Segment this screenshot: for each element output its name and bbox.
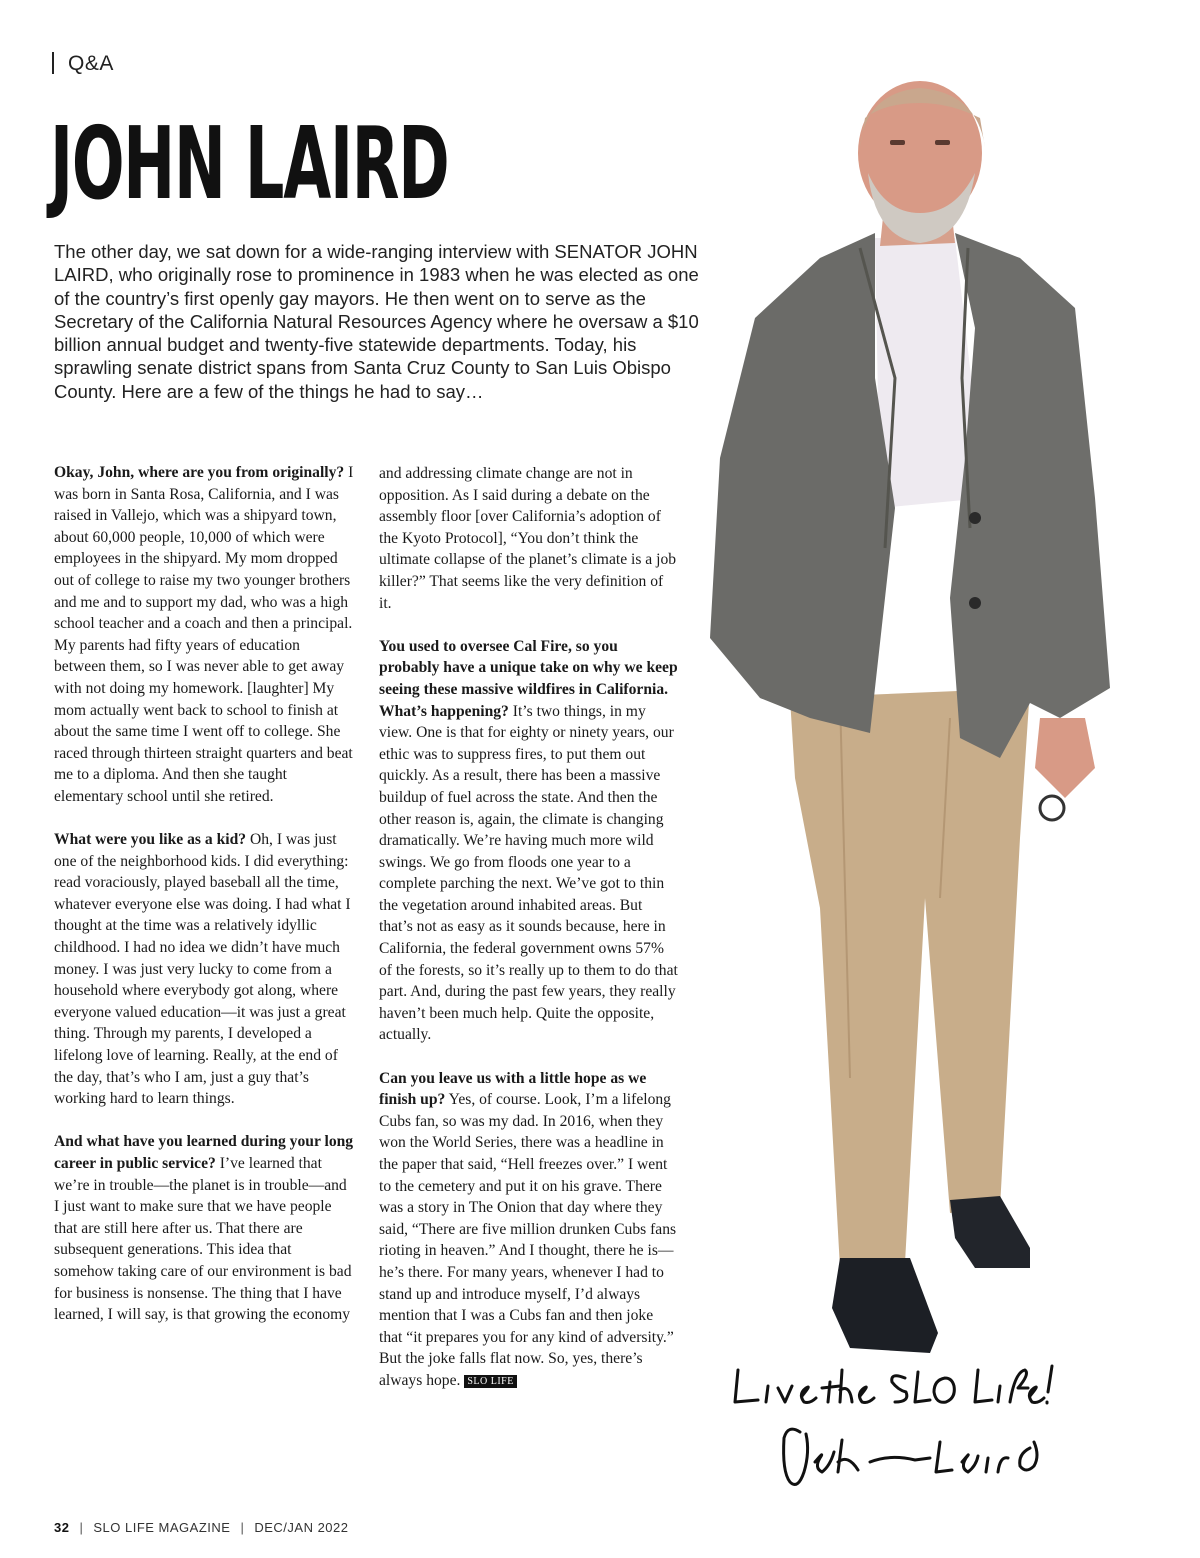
answer: Oh, I was just one of the neighborhood kids. I did everything: read voraciously, played baseball all the time, whatever everyone else was doing. I had what I thought at the time was a relatively idyllic childhood. I had no idea we didn’t have much money. I was just very lucky to come from a household where everybody got along, where everyone valued education—it was just a great thing. Through my parents, I developed a lifelong love of learning. Really, at the end of the day, that’s who I am, just a guy that’s working hard to learn things. xyxy=(54,831,351,1108)
question: And what have you learned during your long career in public service? xyxy=(54,1133,354,1172)
page-title: JOHN LAIRD xyxy=(50,105,449,222)
answer: I’ve learned that we’re in trouble—the planet is in trouble—and I just want to make sure that we have people that are still here after us. That there are subsequent generations. This idea that somehow taking care of our environment is bad for business is nonsense. The thing that I have learned, I will say, is that growing the economy xyxy=(54,1155,352,1324)
intro-paragraph: The other day, we sat down for a wide-ranging interview with SENATOR JOHN LAIRD, who originally rose to prominence in 1983 when he was elected as one of the country’s first openly gay mayors. He then went on to serve as the Secretary of the California Natural Resources Agency where he oversaw a $10 billion annual budget and twenty-five statewide departments. Today, his sprawling senate district spans from Santa Cruz County to San Luis Obispo County. Here are a few of the things he had to say… xyxy=(54,241,699,402)
qa-item xyxy=(54,462,354,808)
question: Can you leave us with a little hope as we finish up? xyxy=(379,1069,647,1109)
article-column-right xyxy=(379,463,679,1413)
section-divider xyxy=(52,52,54,74)
question: Okay, John, where are you from originally? xyxy=(54,464,345,481)
qa-item xyxy=(54,829,354,1110)
portrait-photo xyxy=(700,78,1140,1398)
section-tag xyxy=(52,52,114,76)
footer-separator: | xyxy=(240,1520,245,1535)
page-number: 32 xyxy=(54,1520,70,1535)
page-footer xyxy=(54,1520,349,1535)
answer-continued: and addressing climate change are not in opposition. As I said during a debate on the assembly floor [over California’s adoption of the Kyoto Protocol], “You don’t think the ultimate collapse of the planet’s climate is a job killer?” That seems like the very definition of it. xyxy=(379,465,677,612)
end-mark: SLO LIFE xyxy=(464,1375,517,1388)
article-column-left xyxy=(54,462,354,1347)
question: You used to oversee Cal Fire, so you probably have a unique take on why we keep seeing these massive wildfires in California. What’s happening? xyxy=(379,637,678,720)
answer: I was born in Santa Rosa, California, and I was raised in Vallejo, which was a shipyard town, about 60,000 people, 10,000 of which were employees in the shipyard. My mom dropped out of college to raise my two younger brothers and me and to support my dad, who was a high school teacher and a coach and then a principal. My parents had fifty years of education between them, so I was never able to get away with not doing my homework. [laughter] My mom actually went back to school to finish at about the same time I went off to college. She raced through thirteen straight quarters and beat me to a diploma. And then she taught elementary school until she retired. xyxy=(54,464,354,805)
answer: It’s two things, in my view. One is that for eighty or ninety years, our ethic was to suppress fires, to put them out quickly. As a result, there has been a massive buildup of fuel across the state. And then the other reason is, again, the climate is changing dramatically. We’re having much more wild swings. We go from floods one year to a complete parching the next. We’ve got to thin the vegetation around inhabited areas. But that’s not as easy as it sounds because, here in California, the federal government owns 57% of the forests, so it’s really up to them to do that part. And, during the past few years, they really haven’t been much help. Quite the opposite, actually. xyxy=(379,702,678,1044)
pants xyxy=(790,688,1030,1268)
qa-item xyxy=(379,1068,679,1392)
hand xyxy=(1035,718,1095,798)
handwritten-signature xyxy=(730,1362,1060,1502)
qa-item xyxy=(379,463,679,614)
section-label: Q&A xyxy=(68,52,114,75)
footer-separator: | xyxy=(79,1520,84,1535)
qa-item xyxy=(54,1131,354,1325)
question: What were you like as a kid? xyxy=(54,831,247,849)
glasses xyxy=(1040,796,1064,820)
qa-item xyxy=(379,636,679,1046)
issue-date: DEC/JAN 2022 xyxy=(254,1520,349,1535)
publication-name: SLO LIFE MAGAZINE xyxy=(93,1520,231,1535)
answer: Yes, of course. Look, I’m a lifelong Cubs fan, so was my dad. In 2016, when they won the World Series, there was a headline in the paper that said, “Hell freezes over.” I went to the cemetery and put it on his grave. There was a story in The Onion that day where they said, “There are five million drunken Cubs fans rioting in heaven.” And I thought, there he is—he’s there. For many years, whenever I had to stand up and introduce myself, I’d always mention that I was a Cubs fan and then joke that “it prepares you for any kind of adversity.” But the joke falls flat now. So, yes, there’s always hope. xyxy=(379,1091,677,1389)
